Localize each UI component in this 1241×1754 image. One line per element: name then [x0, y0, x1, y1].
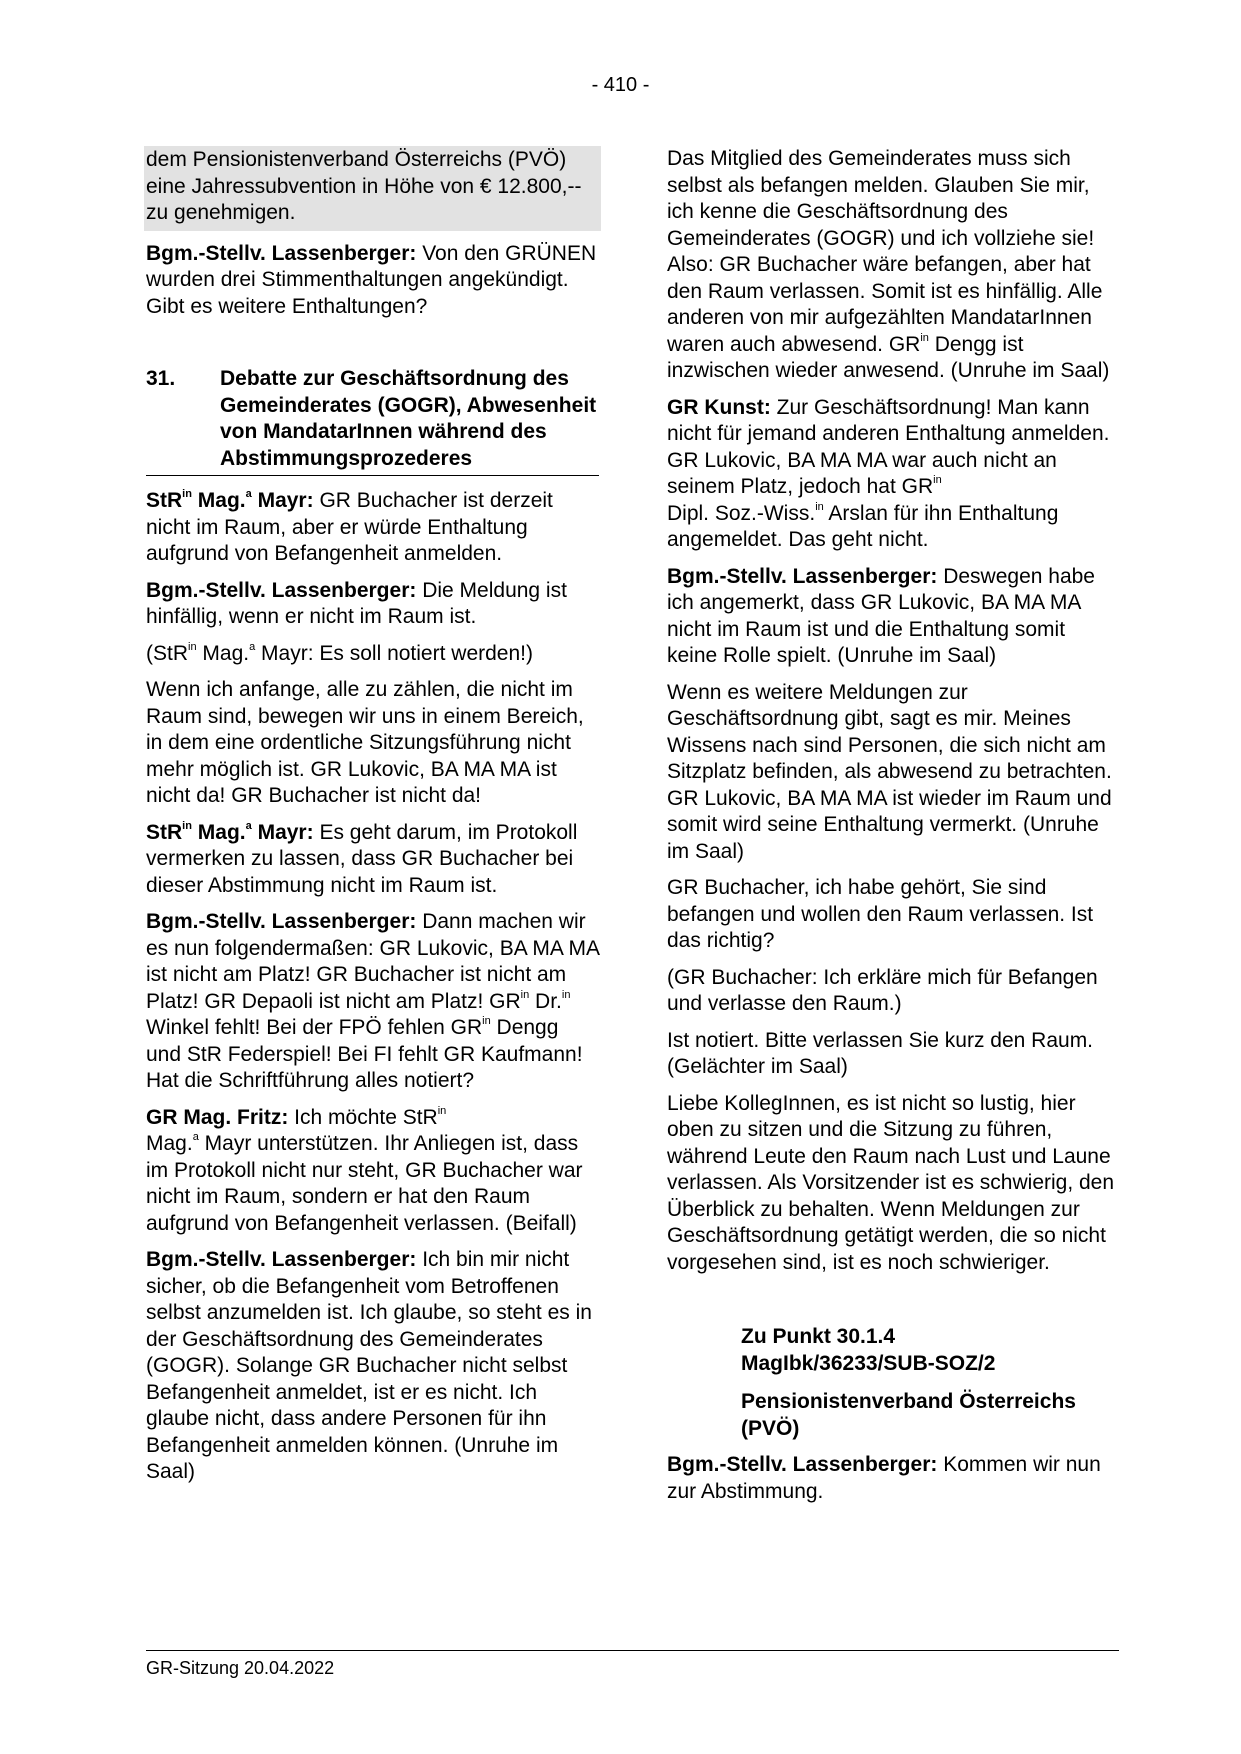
paragraph: Wenn ich anfange, alle zu zählen, die nicht im Raum sind, bewegen wir uns in einem Bereich, in dem eine ordentliche Sitzungsführung nicht mehr möglich ist. GR Lukovic, BA MA MA ist nicht da! GR Buchacher ist nicht da!: [146, 678, 584, 807]
interjection: (StR$^{in}$ Mag.$^a$ Mayr: Es soll notiert werden!): [146, 640, 533, 665]
speaker: Bgm.-Stellv. Lassenberger:: [146, 910, 417, 933]
agenda-item-heading: [146, 366, 599, 476]
speech-text: GR Buchacher ist derzeit nicht im Raum, aber er würde Enthaltung aufgrund von Befangenheit anmelden.: [146, 489, 553, 565]
speaker: Bgm.-Stellv. Lassenberger:: [146, 241, 417, 265]
paragraph: Das Mitglied des Gemeinderates muss sich selbst als befangen melden. Glauben Sie mir, ich kenne die Geschäftsordnung des Gemeinderates (GOGR) und ich vollziehe sie! Also: GR Buchacher wäre befangen, aber hat den Raum verlassen. Somit ist es hinfällig. Alle anderen von mir aufgezählten MandatarInnen waren auch abwesend. $GR^{in}$ Dengg ist inzwischen wieder anwesend. (Unruhe im Saal): [667, 147, 1110, 382]
paragraph: [146, 1247, 599, 1486]
paragraph: Ist notiert. Bitte verlassen Sie kurz den Raum. (Gelächter im Saal): [667, 1028, 1094, 1078]
paragraph: Wenn es weitere Meldungen zur Geschäftsordnung gibt, sagt es mir. Meines Wissens nach sind Personen, die sich nicht am Sitzplatz befinden, als abwesend zu betrachten. GR Lukovic, BA MA MA ist wieder im Raum und somit wird seine Enthaltung vermerkt. (Unruhe im Saal): [667, 680, 1112, 863]
speaker: Bgm.-Stellv. Lassenberger:: [667, 1453, 938, 1476]
right-column: [667, 146, 1119, 1515]
speech-text: Von den GRÜNEN wurden drei Stimmenthaltungen angekündigt. Gibt es weitere Enthaltungen?: [146, 241, 597, 318]
speaker: StR$^{in}$ Mag.$^a$ Mayr:: [146, 819, 314, 844]
speaker: Bgm.-Stellv. Lassenberger:: [667, 564, 938, 588]
agenda-number: 31.: [146, 367, 176, 390]
sub-heading-reference: Zu Punkt 30.1.4 MagIbk/36233/SUB-SOZ/2: [741, 1325, 996, 1375]
sub-heading-title: Pensionistenverband Österreichs (PVÖ): [741, 1390, 1076, 1440]
paragraph: [667, 1452, 1119, 1505]
speech-text: Die Meldung ist hinfällig, wenn er nicht im Raum ist.: [146, 578, 567, 628]
paragraph: [667, 564, 1119, 670]
paragraph: [146, 241, 599, 321]
speech-text: Es geht darum, im Protokoll vermerken zu lassen, dass GR Buchacher bei dieser Abstimmung nicht im Raum ist.: [146, 820, 578, 897]
highlighted-motion-text: dem Pensionistenverband Österreichs (PVÖ) eine Jahressubvention in Höhe von € 12.800,-- zu genehmigen.: [144, 146, 601, 231]
speaker: Bgm.-Stellv. Lassenberger:: [146, 1248, 417, 1271]
speaker: StR$^{in}$ Mag.$^a$ Mayr:: [146, 488, 314, 512]
paragraph: [146, 488, 599, 568]
paragraph: GR Kunst: Zur Geschäftsordnung! Man kann nicht für jemand anderen Enthaltung anmelden. GR Lukovic, BA MA MA war auch nicht an seinem Platz, jedoch hat $GR^{in}$ Dipl. Soz.-Wiss.$^{in}$ Arslan für ihn Enthaltung angemeldet. Das geht nicht.: [667, 395, 1110, 551]
paragraph: [146, 578, 599, 631]
speaker: GR Kunst:: [667, 395, 771, 419]
speech-text: Kommen wir nun zur Abstimmung.: [667, 1453, 1101, 1503]
paragraph: GR Mag. Fritz: Ich möchte StR$^{in}$ Mag.$^a$ Mayr unterstützen. Ihr Anliegen ist, dass im Protokoll nicht nur steht, GR Buchacher war nicht im Raum, sondern er hat den Raum aufgrund von Befangenheit verlassen. (Beifall): [146, 1104, 583, 1235]
paragraph: Bgm.-Stellv. Lassenberger: Dann machen wir es nun folgendermaßen: GR Lukovic, BA MA MA ist nicht am Platz! GR Buchacher ist nicht am Platz! GR Depaoli ist nicht am Platz! $GR^{in}$ Dr.$^{in}$ Winkel fehlt! Bei der FPÖ fehlen $GR^{in}$ Dengg und StR Federspiel! Bei FI fehlt GR Kaufmann! Hat die Schriftführung alles notiert?: [146, 910, 599, 1092]
speaker: GR Mag. Fritz:: [146, 1105, 289, 1129]
left-column: [146, 146, 599, 1496]
speech-text: Ich bin mir nicht sicher, ob die Befangenheit vom Betroffenen selbst anzumelden ist. Ich glaube, so steht es in der Geschäftsordnung des Gemeinderates (GOGR). Solange GR Buchacher nicht selbst Befangenheit anmeldet, ist er es nicht. Ich glaube nicht, dass andere Personen für ihn Befangenheit anmelden können. (Unruhe im Saal): [146, 1248, 592, 1483]
footer-divider: [146, 1650, 1119, 1651]
interjection: (GR Buchacher: Ich erkläre mich für Befangen und verlasse den Raum.): [667, 965, 1098, 1015]
paragraph: GR Buchacher, ich habe gehört, Sie sind befangen und wollen den Raum verlassen. Ist das richtig?: [667, 876, 1094, 952]
paragraph: Liebe KollegInnen, es ist nicht so lustig, hier oben zu sitzen und die Sitzung zu führen, während Leute den Raum nach Lust und Laune verlassen. Als Vorsitzender ist es schwierig, den Überblick zu behalten. Wenn Meldungen zur Geschäftsordnung getätigt werden, die so nicht vorgesehen sind, ist es noch schwieriger.: [667, 1091, 1115, 1274]
paragraph: [146, 820, 599, 900]
footer-session-date: GR-Sitzung 20.04.2022: [146, 1658, 335, 1678]
agenda-title: Debatte zur Geschäftsordnung des Gemeinderates (GOGR), Abwesenheit von MandatarInnen während des Abstimmungsprozederes: [220, 367, 597, 470]
speech-text: Deswegen habe ich angemerkt, dass GR Lukovic, BA MA MA nicht im Raum ist und die Enthaltung somit keine Rolle spielt. (Unruhe im Saal): [667, 564, 1095, 667]
page-number: - 410 -: [591, 74, 650, 96]
speaker: Bgm.-Stellv. Lassenberger:: [146, 578, 417, 602]
